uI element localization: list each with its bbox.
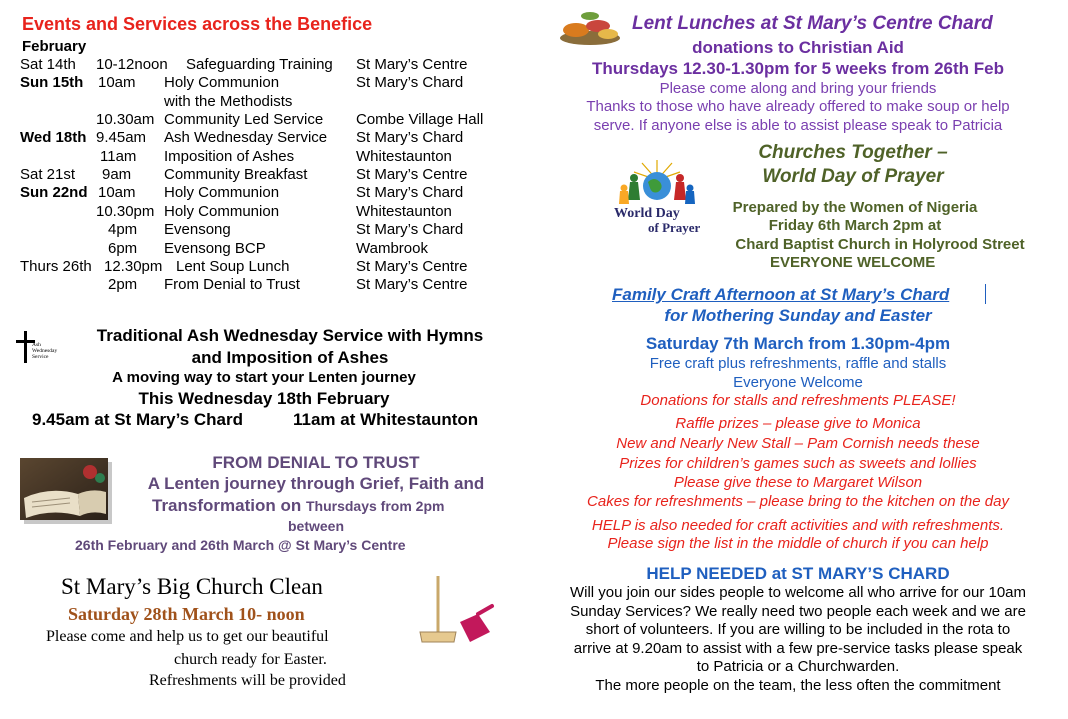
- ash-line1: Traditional Ash Wednesday Service with Hymns: [96, 326, 484, 345]
- event-place: Whitestaunton: [356, 202, 452, 220]
- event-day: Sun 15th: [20, 74, 84, 92]
- event-description: Evensong: [164, 221, 231, 239]
- event-place: St Mary’s Centre: [356, 257, 468, 275]
- clean-line1: Please come and help us to get our beautiful: [46, 628, 329, 645]
- event-place: St Mary’s Centre: [356, 56, 468, 73]
- craft-item: Raffle prizes – please give to Monica: [675, 415, 921, 432]
- wdp-logo-line2: of Prayer: [648, 220, 701, 235]
- clean-title: St Mary’s Big Church Clean: [61, 574, 323, 599]
- event-description: Holy Communion: [164, 184, 280, 202]
- event-place: St Mary’s Chard: [356, 129, 464, 147]
- craft-line3: Donations for stalls and refreshments PLEASE!: [640, 392, 956, 409]
- craft-items-list: [548, 414, 1048, 512]
- ash-line5-whitestaunton: 11am at Whitestaunton: [293, 410, 479, 429]
- globe-people-icon: [612, 158, 702, 208]
- craft-line1: Free craft plus refreshments, raffle and stalls: [649, 355, 947, 372]
- event-row: [20, 129, 540, 147]
- help-line: Sunday Services? We really need two people each week and we are: [570, 602, 1026, 620]
- help-line: short of volunteers. If you are willing to be included in the rota to: [585, 621, 1011, 639]
- help-line: The more people on the team, the less often the commitment: [595, 676, 1001, 694]
- event-place: St Mary’s Centre: [356, 276, 468, 294]
- help-line: arrive at 9.20am to assist with a few pre-service tasks please speak: [573, 639, 1023, 657]
- event-description: Safeguarding Training: [186, 56, 333, 73]
- event-day: Thurs 26th: [20, 257, 92, 275]
- prayer-line2: Friday 6th March 2pm at: [768, 217, 942, 234]
- event-time: 10.30pm: [96, 202, 155, 220]
- event-row: [20, 111, 540, 129]
- event-description: Holy Communion: [164, 74, 280, 92]
- denial-line3: between: [287, 518, 344, 534]
- wdp-logo-line1: World Day: [614, 206, 680, 221]
- event-row: [20, 258, 540, 276]
- ash-line4: This Wednesday 18th February: [138, 389, 390, 408]
- craft-help1: HELP is also needed for craft activities and with refreshments.: [591, 517, 1005, 534]
- event-place: Wambrook: [356, 239, 428, 257]
- event-place: St Mary’s Centre: [356, 166, 468, 184]
- events-month: February: [22, 38, 87, 55]
- event-place: St Mary’s Chard: [356, 184, 464, 202]
- lent-line2: Thanks to those who have already offered to make soup or help: [586, 98, 1010, 115]
- craft-title1-cursor: [985, 284, 986, 304]
- event-time: 10-12noon: [96, 56, 168, 73]
- craft-help2: Please sign the list in the middle of church if you can help: [607, 535, 989, 552]
- ash-line5-chard: 9.45am at St Mary’s Chard: [32, 410, 244, 429]
- event-place: Combe Village Hall: [356, 111, 484, 129]
- event-row: [20, 93, 540, 111]
- event-place: Whitestaunton: [356, 147, 452, 165]
- lent-title: Lent Lunches at St Mary’s Centre Chard: [632, 13, 993, 34]
- clean-line2: church ready for Easter.: [174, 651, 327, 668]
- event-time: 9.45am: [96, 129, 147, 147]
- event-time: 2pm: [108, 276, 138, 294]
- event-day: Sun 22nd: [20, 184, 88, 202]
- event-time: 11am: [100, 147, 137, 165]
- prayer-line4: EVERYONE WELCOME: [770, 254, 936, 271]
- lent-when: Thursdays 12.30-1.30pm for 5 weeks from 26th Feb: [592, 59, 1004, 78]
- denial-line2: [152, 496, 444, 516]
- ash-line3: A moving way to start your Lenten journey: [112, 369, 416, 386]
- event-row: [20, 184, 540, 202]
- event-description: Community Breakfast: [164, 166, 308, 184]
- lent-line1: Please come along and bring your friends: [659, 80, 937, 97]
- event-row: [20, 203, 540, 221]
- event-row: [20, 56, 540, 74]
- denial-title: FROM DENIAL TO TRUST: [212, 453, 420, 472]
- broom-dustpan-icon: [414, 572, 496, 650]
- event-row: [20, 166, 540, 184]
- clean-date: Saturday 28th March 10- noon: [68, 604, 305, 624]
- event-time: 6pm: [108, 239, 138, 257]
- clean-line3: Refreshments will be provided: [149, 672, 346, 689]
- event-time: 10.30am: [96, 111, 155, 129]
- craft-item: New and Nearly New Stall – Pam Cornish needs these: [616, 435, 980, 452]
- event-description: Evensong BCP: [164, 239, 266, 257]
- denial-line2-a: Transformation on: [152, 496, 306, 515]
- event-time: 10am: [98, 184, 136, 202]
- ash-line2: and Imposition of Ashes: [191, 348, 389, 367]
- event-time: 9am: [102, 166, 132, 184]
- ash-logo-text: Ash Wednesday Service: [32, 342, 58, 360]
- event-description: From Denial to Trust: [164, 276, 300, 294]
- book-candle-image: [20, 458, 108, 520]
- craft-line2: Everyone Welcome: [733, 374, 863, 391]
- event-row: [20, 240, 540, 258]
- help-line: Will you join our sides people to welcome all who arrive for our 10am: [569, 584, 1027, 601]
- event-day: Sat 14th: [20, 56, 76, 73]
- event-description: Ash Wednesday Service: [164, 129, 328, 147]
- event-description: Imposition of Ashes: [164, 147, 295, 165]
- prayer-title2: World Day of Prayer: [762, 166, 944, 187]
- craft-item: Prizes for children’s games such as sweets and lollies: [619, 455, 977, 472]
- craft-when: Saturday 7th March from 1.30pm-4pm: [645, 334, 951, 353]
- denial-line4: 26th February and 26th March @ St Mary’s Centre: [75, 537, 406, 553]
- world-day-of-prayer-logo: [612, 158, 702, 236]
- lent-subtitle: donations to Christian Aid: [692, 38, 904, 57]
- events-table: [20, 56, 540, 296]
- event-day: Wed 18th: [20, 129, 87, 147]
- help-body: [548, 584, 1048, 696]
- denial-line1: A Lenten journey through Grief, Faith and: [147, 474, 485, 493]
- event-description: Community Led Service: [164, 111, 324, 129]
- event-description: Lent Soup Lunch: [176, 257, 290, 275]
- craft-title1: Family Craft Afternoon at St Mary’s Chard: [612, 285, 950, 304]
- event-time: 10am: [98, 74, 136, 92]
- denial-line2-b: Thursdays from 2pm: [305, 498, 445, 514]
- prayer-line3: Chard Baptist Church in Holyrood Street: [735, 236, 1025, 253]
- help-line: to Patricia or a Churchwarden.: [696, 658, 900, 676]
- craft-item: Please give these to Margaret Wilson: [673, 474, 923, 491]
- help-title: HELP NEEDED at ST MARY’S CHARD: [646, 564, 950, 583]
- prayer-line1: Prepared by the Women of Nigeria: [732, 199, 978, 216]
- lent-line3: serve. If anyone else is able to assist please speak to Patricia: [593, 117, 1003, 134]
- event-description: Holy Communion: [164, 202, 280, 220]
- event-row: [20, 276, 540, 294]
- event-place: St Mary’s Chard: [356, 221, 464, 239]
- craft-item: Cakes for refreshments – please bring to the kitchen on the day: [587, 493, 1009, 510]
- event-description: with the Methodists: [164, 92, 293, 110]
- event-place: St Mary’s Chard: [356, 74, 464, 92]
- event-row: [20, 74, 540, 92]
- event-row: [20, 221, 540, 239]
- event-time: 4pm: [108, 221, 138, 239]
- craft-title2: for Mothering Sunday and Easter: [664, 306, 932, 325]
- event-time: 12.30pm: [104, 257, 163, 275]
- event-day: Sat 21st: [20, 166, 76, 184]
- events-title: Events and Services across the Benefice: [22, 14, 373, 34]
- event-row: [20, 148, 540, 166]
- prayer-title1: Churches Together –: [758, 142, 948, 163]
